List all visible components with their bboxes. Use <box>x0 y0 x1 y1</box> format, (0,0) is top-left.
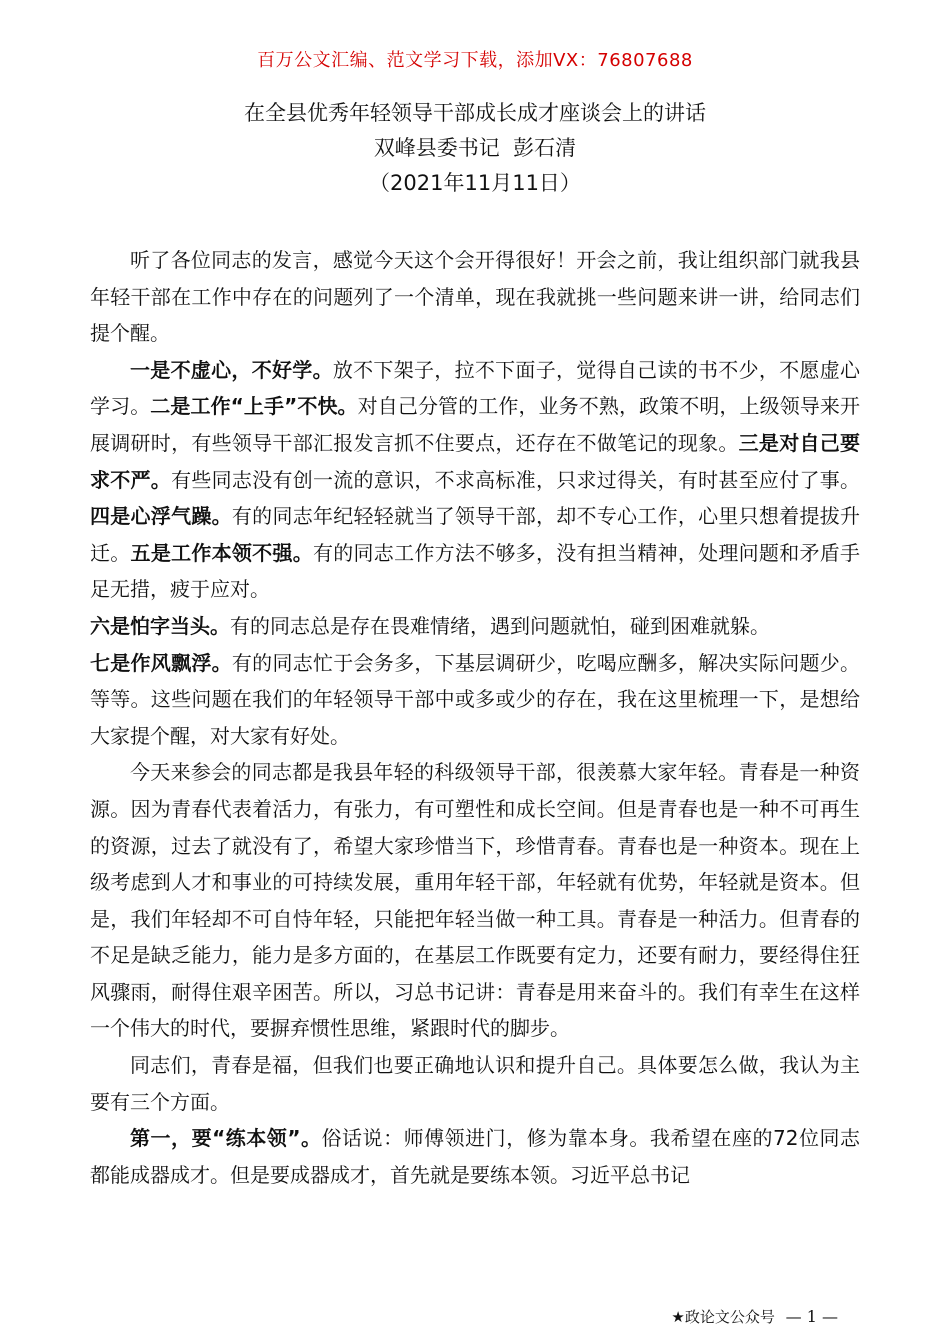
paragraph-problems <box>90 352 860 755</box>
first-point-heading: 第一，要“练本领”。 <box>130 1126 322 1151</box>
speech-body <box>90 242 860 1193</box>
point-6-text: 有的同志总是存在畏难情绪，遇到问题就怕，碰到困难就躲。 <box>230 613 770 638</box>
paragraph-first-point <box>90 1120 860 1193</box>
speech-title: 在全县优秀年轻领导干部成长成才座谈会上的讲话 <box>244 101 706 125</box>
paragraph-intro: 听了各位同志的发言，感觉今天这个会开得很好！开会之前，我让组织部门就我县年轻干部在工作中存在的问题列了一个清单，现在我就挑一些问题来讲一讲，给同志们提个醒。 <box>90 248 860 346</box>
page-footer <box>671 1306 838 1327</box>
point-2-text: 对自己分管的工作，业务不熟，政策不明，上级领导来开展调研时，有些领导干部汇报发言抓不住要点，还存在不做笔记的现象。 <box>90 394 861 455</box>
point-3-heading: 三是对自己要求不严。 <box>90 430 861 492</box>
point-2-heading: 二是工作“上手”不快。 <box>150 394 358 419</box>
point-4-text: 有的同志年纪轻轻就当了领导干部，却不专心工作，心里只想着提拔升迁。 <box>90 504 861 565</box>
page-number: — 1 — <box>785 1307 838 1326</box>
point-6-heading: 六是怕字当头。 <box>90 613 230 638</box>
point-1-heading: 一是不虚心，不好学。 <box>130 357 333 382</box>
speech-date: （2021年11月11日） <box>369 171 581 195</box>
first-point-text: 俗话说：师傅领进门，修为靠本身。我希望在座的72位同志都能成器成才。但是要成器成才，首先就是要练本领。习近平总书记 <box>90 1126 861 1187</box>
watermark-banner: 百万公文汇编、范文学习下载，添加VX：76807688 <box>257 50 693 71</box>
paragraph-transition: 同志们，青春是福，但我们也要正确地认识和提升自己。具体要怎么做，我认为主要有三个方面。 <box>90 1053 860 1114</box>
paragraph-youth: 今天来参会的同志都是我县年轻的科级领导干部，很羡慕大家年轻。青春是一种资源。因为青春代表着活力，有张力，有可塑性和成长空间。但是青春也是一种不可再生的资源，过去了就没有了，希望大家珍惜当下，珍惜青春。青春也是一种资本。现在上级考虑到人才和事业的可持续发展，重用年轻干部，年轻就有优势，年轻就是资本。但是，我们年轻却不可自恃年轻，只能把年轻当做一种工具。青春是一种活力。但青春的不足是缺乏能力，能力是多方面的，在基层工作既要有定力，还要有耐力，要经得住狂风骤雨，耐得住艰辛困苦。所以，习总书记讲：青春是用来奋斗的。我们有幸生在这样一个伟大的时代，要摒弃惯性思维，紧跟时代的脚步。 <box>90 760 860 1041</box>
point-5-text: 有的同志工作方法不够多，没有担当精神，处理问题和矛盾手足无措，疲于应对。 <box>90 540 861 602</box>
point-7-text: 有的同志忙于会务多，下基层调研少，吃喝应酬多，解决实际问题少。等等。这些问题在我们的年轻领导干部中或多或少的存在，我在这里梳理一下，是想给大家提个醒，对大家有好处。 <box>90 650 861 748</box>
point-4-heading: 四是心浮气躁。 <box>90 504 232 529</box>
speaker-line: 双峰县委书记 彭石清 <box>373 136 577 160</box>
point-7-heading: 七是作风飘浮。 <box>90 650 232 675</box>
footer-source: ★政论文公众号 <box>671 1308 775 1326</box>
point-1-text: 放不下架子，拉不下面子，觉得自己读的书不少，不愿虚心学习。 <box>90 357 861 419</box>
point-5-heading: 五是工作本领不强。 <box>130 540 313 565</box>
title-block <box>0 96 950 201</box>
point-3-text: 有些同志没有创一流的意识，不求高标准，只求过得关，有时甚至应付了事。 <box>171 467 861 492</box>
